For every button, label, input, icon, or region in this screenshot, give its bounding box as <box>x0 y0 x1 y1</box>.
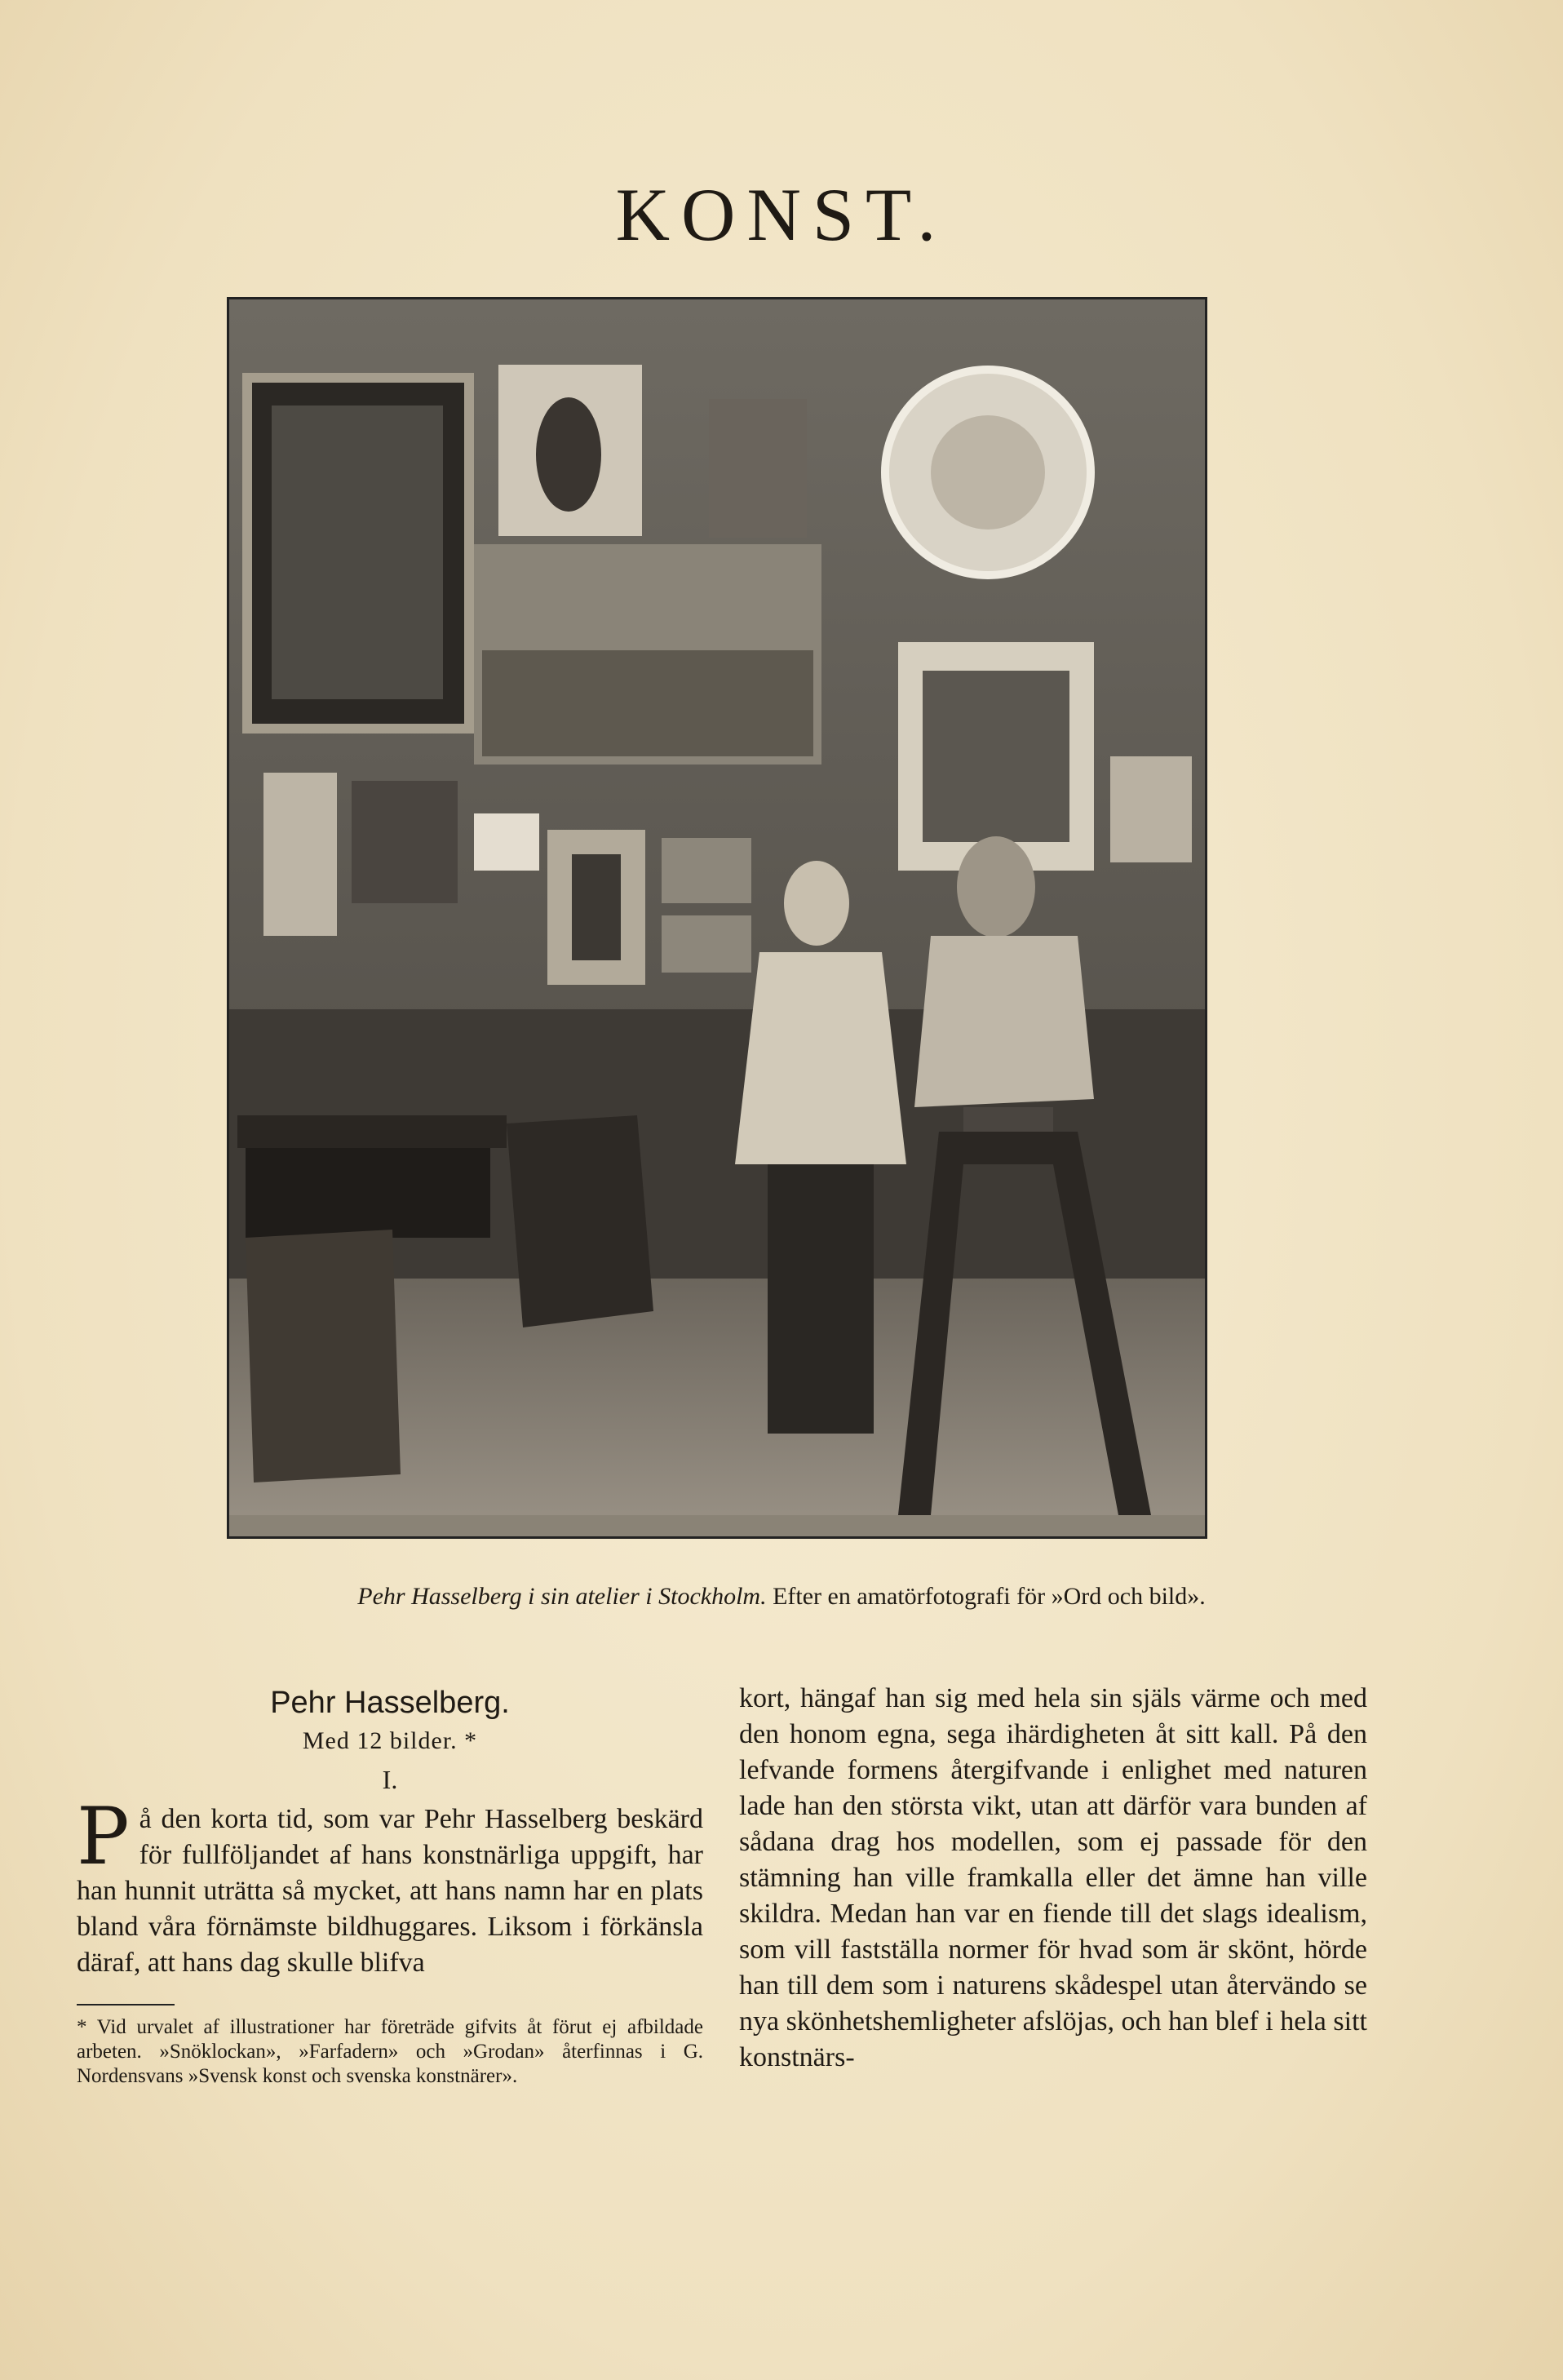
section-number: I. <box>382 1765 398 1794</box>
right-column <box>739 1681 1367 2076</box>
left-body-text <box>77 1791 703 1981</box>
drop-cap: P <box>77 1791 130 1882</box>
right-body-text: kort, hängaf han sig med hela sin själs värme och med den honom egna, sega ihärdigheten åt sitt kall. På den lefvande formens återgifvande i enlighet med naturen lade han den största vikt, utan att därför vara bunden af sådana drag hos modellen, som ej passade för den stämning han ville framkalla eller det ämne han ville skildra. Medan han var en fiende till det slags idealism, som vill fastställa normer för hvad som är skönt, hörde han till dem som i naturens skådespel utan återvändo se nya skönhetshemligheter afslöjas, och han blef i hela sitt konstnärs- <box>739 1683 1367 2072</box>
page-title: KONST. <box>615 173 948 256</box>
article-title: Pehr Hasselberg. <box>270 1686 510 1720</box>
left-paragraph: å den korta tid, som var Pehr Hasselberg beskärd för fullföljandet af hans konstnärliga uppgift, har han hunnit uträtta så mycket, att hans namn har en plats bland våra förnämste bildhuggares. Liksom i förkänsla däraf, att hans dag skulle blifva <box>77 1804 703 1978</box>
caption-italic: Pehr Hasselberg i sin atelier i Stockholm. <box>357 1583 767 1610</box>
caption-plain: Efter en amatörfotografi för »Ord och bild». <box>773 1583 1206 1610</box>
article-subtitle: Med 12 bilder. * <box>302 1727 478 1754</box>
studio-photograph <box>227 297 1207 1539</box>
left-column <box>77 1681 703 2089</box>
photo-caption <box>0 1583 1563 1611</box>
footnote-rule <box>77 2004 175 2005</box>
photo-illustration <box>229 299 1205 1536</box>
footnote: * Vid urvalet af illustrationer har företräde gifvits åt förut ej afbildade arbeten. »Snöklockan», »Farfadern» och »Grodan» återfinnas i G. Nordensvans »Svensk konst och svenska konstnärer». <box>77 2016 703 2087</box>
